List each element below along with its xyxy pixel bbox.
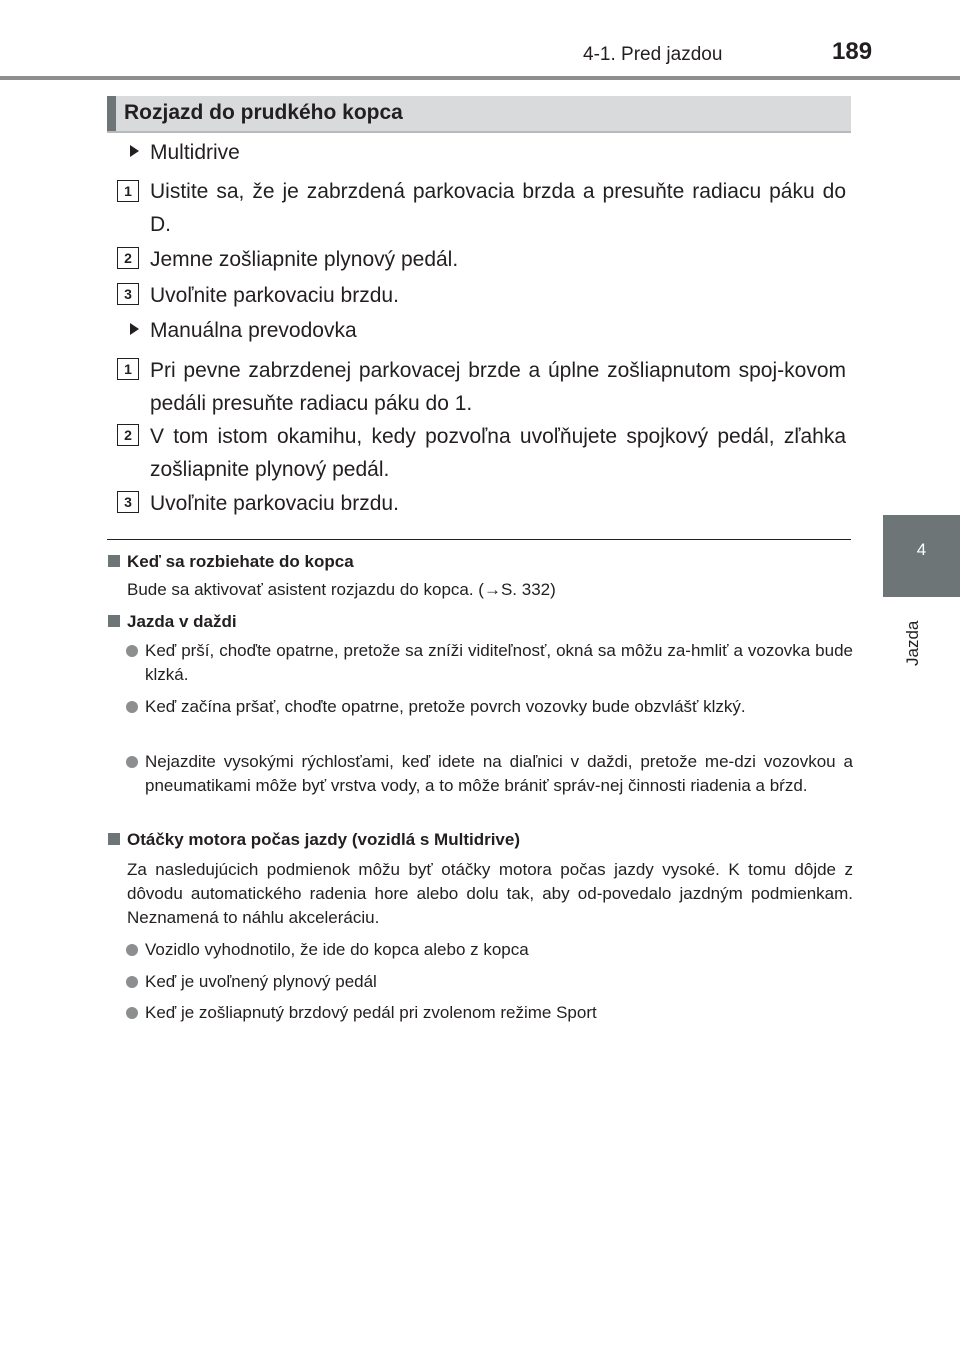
rain-bullet-1 — [126, 639, 853, 687]
circle-bullet-icon — [126, 756, 138, 768]
square-bullet-icon — [108, 555, 120, 567]
note-heading-rain — [108, 612, 237, 632]
arrow-bullet-icon — [130, 323, 139, 335]
manual-step-2: V tom istom okamihu, kedy pozvoľna uvoľňujete spojkový pedál, zľahka zošliapnite plynový pedál. — [150, 425, 846, 481]
bullet-text: Keď prší, choďte opatrne, pretože sa zníži viditeľnosť, okná sa môžu za-hmliť a vozovka bude klzká. — [145, 641, 853, 684]
bullet-text: Nejazdite vysokými rýchlosťami, keď idete na diaľnici v daždi, pretože me-dzi vozovkou a pneumatikami môže byť vrstva vody, a to môže brániť správ-nej činnosti riadenia a bŕzd. — [145, 752, 853, 795]
bullet-text: Keď je zošliapnutý brzdový pedál pri zvolenom režime Sport — [145, 1003, 597, 1022]
manual-label: Manuálna prevodovka — [150, 319, 357, 342]
multidrive-step-1: Uistite sa, že je zabrzdená parkovacia brzda a presuňte radiacu páku do D. — [150, 180, 846, 236]
page-number: 189 — [832, 38, 873, 65]
chapter-label — [893, 606, 933, 666]
step-number-box: 2 — [117, 247, 139, 269]
rain-bullet-3 — [126, 750, 853, 798]
section-title-bar — [107, 96, 851, 133]
rain-bullet-2 — [126, 695, 853, 719]
step-number-box: 3 — [117, 491, 139, 513]
circle-bullet-icon — [126, 701, 138, 713]
manual-step-1: Pri pevne zabrzdenej parkovacej brzde a úplne zošliapnutom spoj-kovom pedáli presuňte radiacu páku do 1. — [150, 359, 846, 415]
multidrive-label: Multidrive — [150, 141, 240, 164]
note-heading-hill — [108, 552, 354, 572]
step-number-box: 1 — [117, 358, 139, 380]
note-heading-text: Otáčky motora počas jazdy (vozidlá s Multidrive) — [127, 830, 520, 849]
chapter-tab-number: 4 — [916, 540, 927, 559]
multidrive-step-2: Jemne zošliapnite plynový pedál. — [150, 248, 459, 271]
multidrive-heading — [130, 141, 240, 165]
rpm-bullet-1 — [126, 938, 853, 962]
note-text-rpm: Za nasledujúcich podmienok môžu byť otáčky motora počas jazdy vysoké. K tomu dôjde z dôvodu automatického radenia hore alebo dolu tak, aby od-povedalo jazdným podmienkam. Neznamená to náhlu akceleráciu. — [127, 860, 853, 927]
manual-heading — [130, 319, 357, 343]
note-heading-text: Jazda v daždi — [127, 612, 237, 631]
circle-bullet-icon — [126, 976, 138, 988]
rpm-bullet-2 — [126, 970, 853, 994]
note-text-hill: Bude sa aktivovať asistent rozjazdu do kopca. (→S. 332) — [127, 580, 556, 599]
circle-bullet-icon — [126, 1007, 138, 1019]
section-title: Rozjazd do prudkého kopca — [124, 101, 403, 124]
header-section-title: 4-1. Pred jazdou — [583, 44, 723, 65]
note-heading-text: Keď sa rozbiehate do kopca — [127, 552, 354, 571]
square-bullet-icon — [108, 615, 120, 627]
bullet-text: Keď začína pršať, choďte opatrne, pretože povrch vozovky bude obzvlášť klzký. — [145, 697, 746, 716]
section-divider — [107, 539, 851, 540]
section-bar-accent — [107, 96, 116, 131]
circle-bullet-icon — [126, 645, 138, 657]
manual-step-3: Uvoľnite parkovaciu brzdu. — [150, 492, 399, 515]
bullet-text: Vozidlo vyhodnotilo, že ide do kopca alebo z kopca — [145, 940, 529, 959]
multidrive-step-3: Uvoľnite parkovaciu brzdu. — [150, 284, 399, 307]
rpm-bullet-3 — [126, 1001, 853, 1025]
header-rule — [0, 76, 960, 80]
step-number-box: 3 — [117, 283, 139, 305]
square-bullet-icon — [108, 833, 120, 845]
arrow-bullet-icon — [130, 145, 139, 157]
note-heading-rpm — [108, 830, 520, 850]
bullet-text: Keď je uvoľnený plynový pedál — [145, 972, 377, 991]
chapter-label-text: Jazda — [903, 620, 922, 666]
step-number-box: 1 — [117, 180, 139, 202]
circle-bullet-icon — [126, 944, 138, 956]
step-number-box: 2 — [117, 424, 139, 446]
